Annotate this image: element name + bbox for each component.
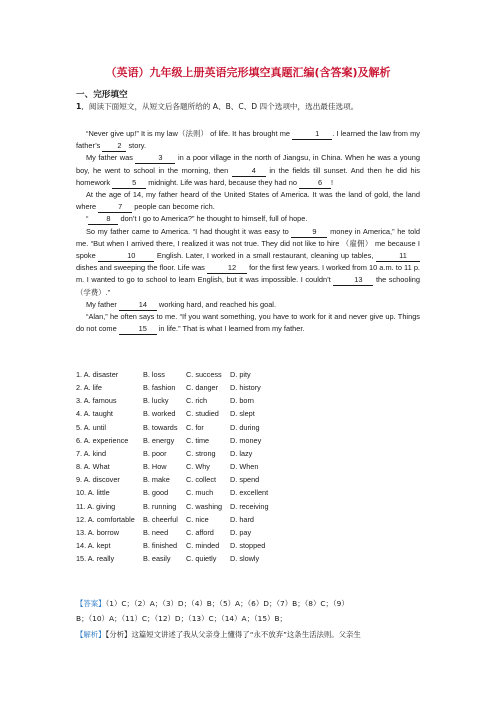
option-row (76, 500, 420, 513)
text: story. (126, 141, 147, 151)
blank-3: 3 (135, 153, 175, 164)
option-row (76, 473, 420, 486)
analysis-text: 【分析】这篇短文讲述了我从父亲身上懂得了“永不放弃”这条生活法则。父亲生 (105, 630, 361, 639)
option-a: 1. A. disaster (76, 370, 119, 379)
blank-13: 13 (333, 275, 373, 286)
option-c: C. success (186, 370, 222, 379)
option-c: C. danger (186, 383, 219, 393)
paragraph-7 (76, 311, 420, 335)
blank-1: 1 (292, 129, 332, 140)
section-heading: 一、完形填空 (76, 90, 128, 100)
option-c: C. Why (186, 462, 210, 472)
option-row (76, 368, 420, 381)
blank-7: 7 (98, 202, 132, 213)
paragraph-6 (76, 299, 420, 311)
analysis-block (76, 629, 420, 641)
document-title: （英语）九年级上册英语完形填空真题汇编(含答案)及解析 (105, 66, 391, 79)
text: people can become rich. (132, 202, 215, 212)
option-row (76, 381, 420, 394)
option-row (76, 394, 420, 407)
option-d: D. stopped (230, 541, 266, 551)
text: don’t I go to America?” he thought to himself, full of hope. (118, 214, 308, 224)
answer-block (76, 596, 420, 626)
option-b: B. lucky (143, 396, 169, 406)
option-row (76, 434, 420, 447)
text: . I learned the law from my father’s (76, 129, 420, 151)
option-c: C. washing (186, 501, 223, 511)
option-a: 9. A. discover (76, 475, 120, 485)
option-a: 5. A. until (76, 422, 107, 432)
text: “Never give up!” It is my law（法则） of life. It has brought me (86, 129, 293, 138)
option-b: B. fashion (143, 383, 176, 393)
option-b: B. How (143, 462, 167, 472)
instruction-text: 阅读下面短文，从短文后各题所给的 A、B、C、D 四个选项中，选出最佳选项。 (88, 102, 359, 111)
option-b: B. worked (143, 409, 176, 419)
option-a: 7. A. kind (76, 448, 107, 458)
blank-11: 11 (376, 251, 420, 262)
option-a: 8. A. What (76, 462, 110, 472)
option-row (76, 486, 420, 499)
option-c: C. minded (186, 541, 220, 551)
option-b: B. towards (143, 422, 178, 432)
option-a: 4. A. taught (76, 409, 113, 419)
blank-2: 2 (102, 141, 126, 152)
option-d: D. pity (230, 370, 251, 379)
option-a: 3. A. famous (76, 396, 117, 406)
option-d: D. money (230, 435, 262, 445)
option-c: C. rich (186, 396, 208, 406)
option-row (76, 513, 420, 526)
text: So my father came to America. “I had thought it was easy to (86, 226, 292, 236)
option-c: C. much (186, 488, 214, 498)
option-a: 14. A. kept (76, 541, 111, 551)
option-a: 13. A. borrow (76, 527, 119, 537)
blank-9: 9 (291, 227, 327, 238)
text: My father (86, 299, 119, 309)
option-d: D. lazy (230, 448, 253, 458)
text: midnight. Life was hard, because they had no (146, 177, 299, 187)
option-a: 15. A. really (76, 554, 115, 564)
option-row (76, 460, 420, 473)
option-d: D. during (230, 422, 260, 432)
option-b: B. make (143, 475, 170, 485)
question-number: 1． (76, 102, 89, 111)
paragraph-3 (76, 189, 420, 213)
option-b: B. poor (143, 448, 167, 458)
text: At the age of 14, my father heard of the United States of America. It was the land of gold, the land where (76, 190, 420, 212)
option-row (76, 539, 420, 552)
answer-tag: 【答案】 (76, 599, 106, 608)
blank-10: 10 (98, 251, 154, 262)
option-row (76, 526, 420, 539)
option-d: D. hard (230, 514, 254, 524)
text: in the fields till sunset. And then he did his homework (76, 165, 420, 187)
option-d: D. slept (230, 409, 255, 419)
option-c: C. for (186, 422, 204, 432)
blank-4: 4 (232, 166, 266, 177)
option-row (76, 552, 420, 565)
text: English. Later, I worked in a small restaurant, cleaning up tables, (154, 251, 376, 261)
paragraph-5 (76, 226, 420, 299)
option-row (76, 447, 420, 460)
blank-15: 15 (119, 324, 157, 335)
analysis-tag: 【解析】 (76, 630, 106, 639)
option-b: B. finished (143, 541, 178, 551)
options-list (76, 368, 420, 565)
text: for the first few years. I worked from 10 a.m. to 11 p. m. I wanted to go to school to learn English, but it was impossible. I couldn’t (76, 263, 420, 285)
answer-text-line2: B；（10）A；（11）C；（12）D；（13）C；（14）A；（15）B； (76, 614, 287, 623)
option-a: 6. A. experience (76, 435, 129, 445)
option-a: 10. A. little (76, 488, 110, 498)
option-d: D. When (230, 462, 259, 472)
text: in life.” That is what I learned from my father. (156, 324, 305, 334)
option-b: B. energy (143, 435, 175, 445)
text: “Alan,” he often says to me. “If you want something, you have to work for it and never give up. Things do not come (76, 312, 420, 334)
option-c: C. afford (186, 527, 214, 537)
passage (76, 128, 420, 335)
option-c: C. studied (186, 409, 219, 419)
option-c: C. nice (186, 514, 209, 524)
option-d: D. history (230, 383, 261, 393)
text: My father was (86, 153, 136, 163)
text: dishes and sweeping the floor. Life was (76, 263, 207, 273)
answer-text-line1: （1）C；（2）A；（3）D；（4）B；（5）A；（6）D；（7）B；（8）C；（9） (105, 599, 349, 608)
option-d: D. born (230, 396, 254, 406)
option-row (76, 407, 420, 420)
paragraph-4 (76, 213, 420, 225)
text: ! (331, 177, 334, 187)
paragraph-1 (76, 128, 420, 152)
option-b: B. cheerful (143, 514, 178, 524)
option-b: B. good (143, 488, 169, 498)
text: money in America,” he told me. “But when I arrived there, I realized it was not true. They did not like to hire （雇佣） me because I spoke (76, 226, 420, 261)
blank-5: 5 (112, 178, 146, 189)
blank-8: 8 (88, 214, 118, 225)
text: “ (86, 214, 89, 224)
option-d: D. excellent (230, 488, 269, 498)
blank-14: 14 (119, 300, 157, 311)
option-b: B. easily (143, 554, 171, 564)
option-row (76, 421, 420, 434)
option-c: C. time (186, 435, 210, 445)
option-a: 2. A. life (76, 383, 102, 393)
option-b: B. running (143, 501, 177, 511)
option-d: D. slowly (230, 554, 260, 564)
option-d: D. pay (230, 527, 252, 537)
option-c: C. strong (186, 448, 216, 458)
question-instruction (76, 101, 358, 112)
text: in a poor village in the north of Jiangsu, in China. When he was a young boy, he went to school in the morning, then (76, 153, 420, 175)
text: working hard, and reached his goal. (156, 299, 277, 309)
option-a: 12. A. comfortable (76, 514, 135, 524)
option-a: 11. A. giving (76, 501, 116, 511)
option-c: C. quietly (186, 554, 217, 564)
option-b: B. loss (143, 370, 165, 379)
text: the schooling （学费）.” (76, 275, 421, 297)
option-b: B. need (143, 527, 169, 537)
option-c: C. collect (186, 475, 217, 485)
option-d: D. receiving (230, 501, 269, 511)
blank-6: 6 (299, 178, 331, 189)
paragraph-2 (76, 152, 420, 189)
blank-12: 12 (207, 263, 247, 274)
option-d: D. spend (230, 475, 260, 485)
